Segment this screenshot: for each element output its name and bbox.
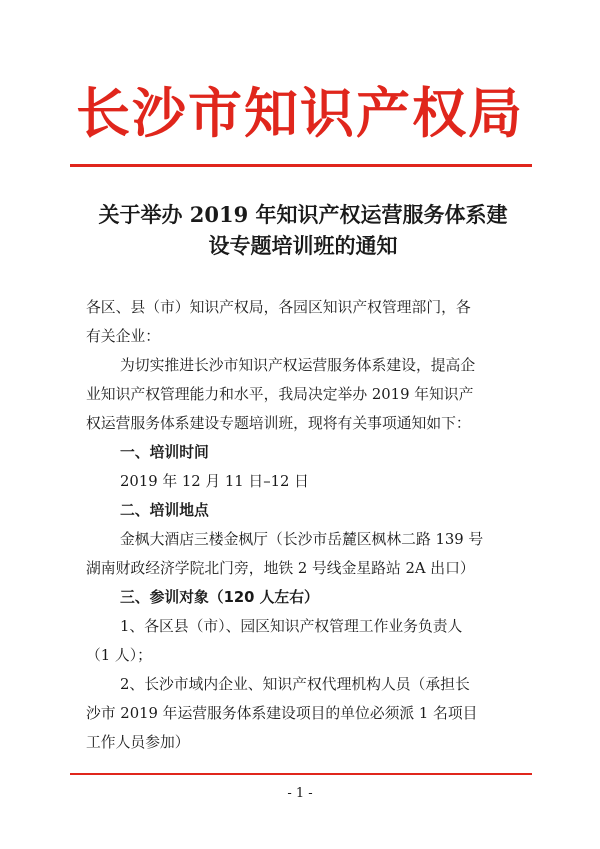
section-3-heading: 三、参训对象（120 人左右）	[120, 589, 319, 606]
intro-line-3: 权运营服务体系建设专题培训班，现将有关事项通知如下：	[86, 415, 471, 432]
section-2-heading: 二、培训地点	[120, 502, 209, 519]
intro-line-2: 业知识产权管理能力和水平，我局决定举办 2019 年知识产	[86, 386, 474, 403]
intro-line-1: 为切实推进长沙市知识产权运营服务体系建设，提高企	[120, 357, 476, 374]
section-3-item-1-line-1: 1、各区县（市）、园区知识产权管理工作业务负责人	[120, 618, 463, 635]
section-2-text-line-1: 金枫大酒店三楼金枫厅（长沙市岳麓区枫林二路 139 号	[120, 531, 484, 548]
agency-letterhead: 长沙市知识产权局	[76, 81, 524, 145]
section-3-item-2-line-3: 工作人员参加）	[86, 734, 190, 751]
section-2-text-line-2: 湖南财政经济学院北门旁，地铁 2 号线金星路站 2A 出口）	[86, 560, 475, 577]
section-1-heading: 一、培训时间	[120, 444, 209, 461]
page-number: - 1 -	[287, 786, 313, 801]
letterhead-red-rule	[70, 164, 532, 167]
section-3-item-2-line-2: 沙市 2019 年运营服务体系建设项目的单位必须派 1 名项目	[86, 705, 478, 722]
document-title-line-1: 关于举办 2019 年知识产权运营服务体系建	[98, 202, 508, 227]
section-1-text: 2019 年 12 月 11 日–12 日	[120, 473, 309, 490]
salutation-line-1: 各区、县（市）知识产权局，各园区知识产权管理部门，各	[86, 299, 471, 316]
footer-red-rule	[70, 773, 532, 775]
section-3-item-1-line-2: （1 人）；	[86, 647, 152, 664]
salutation-line-2: 有关企业：	[86, 328, 160, 345]
document-title-line-2: 设专题培训班的通知	[208, 233, 398, 258]
section-3-item-2-line-1: 2、长沙市域内企业、知识产权代理机构人员（承担长	[120, 676, 470, 693]
